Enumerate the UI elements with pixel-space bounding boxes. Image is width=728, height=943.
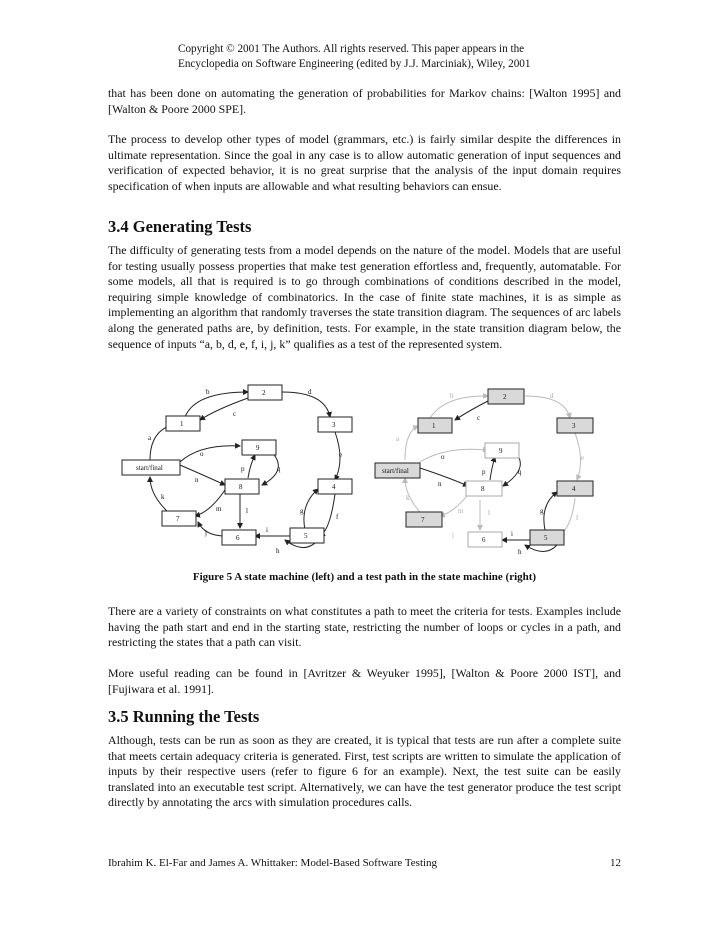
- edge-c-path: [455, 400, 490, 420]
- svg-text:8: 8: [481, 485, 485, 493]
- page-number: 12: [610, 857, 621, 869]
- state-6: [222, 530, 256, 545]
- state-7: [162, 511, 196, 526]
- figure-5-caption: Figure 5 A state machine (left) and a test path in the state machine (right): [192, 571, 537, 583]
- section-heading-3-4: 3.4 Generating Tests: [108, 217, 252, 236]
- label-b-grey: b: [450, 392, 454, 400]
- state-9: [485, 443, 519, 458]
- label-c: c: [233, 410, 237, 418]
- label-l: l: [246, 507, 248, 515]
- edge-g: [304, 489, 318, 530]
- svg-text:9: 9: [256, 444, 260, 452]
- state-4-highlighted: [557, 481, 593, 496]
- svg-text:3: 3: [572, 422, 576, 430]
- svg-text:5: 5: [304, 532, 308, 540]
- svg-text:2: 2: [262, 389, 266, 397]
- state-3: [318, 417, 352, 432]
- edge-a-grey: [405, 426, 418, 460]
- paragraph-constraints: There are a variety of constraints on what constitutes a path to meet the criteria for tests. Examples include having the path start and end in the starting state, restricting the number of loops or cycles in a path, and restricting the states that a path can visit.: [108, 604, 621, 650]
- label-k-grey: k: [406, 494, 410, 502]
- state-5: [290, 528, 324, 543]
- svg-text:6: 6: [236, 534, 240, 542]
- state-machine-left: [122, 385, 352, 555]
- label-j-grey: j: [452, 531, 454, 539]
- state-4: [318, 479, 352, 494]
- edge-p-path: [490, 457, 495, 480]
- label-p: p: [241, 465, 245, 473]
- state-1: [166, 416, 200, 431]
- svg-text:8: 8: [239, 483, 243, 491]
- paragraph-markov: that has been done on automating the generation of probabilities for Markov chains: [Walton 1995] and [Walton & Poore 2000 SPE].: [108, 86, 621, 116]
- label-l-grey: l: [488, 509, 490, 517]
- label-g-path: g: [540, 507, 544, 515]
- edge-d-grey: [525, 396, 570, 418]
- svg-text:9: 9: [499, 447, 503, 455]
- edge-n: [180, 465, 225, 485]
- copyright-line-2: Encyclopedia on Software Engineering (edited by J.J. Marciniak), Wiley, 2001: [178, 58, 531, 70]
- footer-authors: Ibrahim K. El-Far and James A. Whittaker: Model-Based Software Testing: [108, 857, 438, 869]
- svg-text:4: 4: [332, 483, 336, 491]
- edge-c: [200, 398, 248, 420]
- edge-o: [180, 446, 240, 462]
- state-3-highlighted: [557, 418, 593, 433]
- copyright-line-1: Copyright © 2001 The Authors. All rights reserved. This paper appears in the: [178, 43, 525, 55]
- state-8: [466, 481, 502, 496]
- label-h: h: [276, 547, 280, 555]
- state-1-highlighted: [418, 418, 452, 433]
- paragraph-other-models: The process to develop other types of model (grammars, etc.) is fairly similar despite the differences in ultimate representation. Since the goal in any case is to allow automatic generation of input sequences and verification of expected behavior, it is no great surprise that the analysis of the input domain requires specification of when inputs are allowable and what resulting behaviors can ensue.: [108, 132, 621, 193]
- label-o: o: [200, 450, 204, 458]
- label-j: j: [205, 529, 207, 537]
- label-q-path: q: [518, 468, 522, 476]
- state-2: [248, 385, 282, 400]
- svg-text:6: 6: [482, 536, 486, 544]
- edge-b: [185, 392, 248, 417]
- state-start-final: [122, 460, 180, 475]
- svg-text:4: 4: [572, 485, 576, 493]
- edge-j: [198, 522, 225, 536]
- state-5-highlighted: [530, 530, 564, 545]
- svg-text:7: 7: [176, 515, 180, 523]
- edge-p: [248, 455, 255, 478]
- label-n: n: [195, 476, 199, 484]
- state-machine-right: [375, 389, 593, 556]
- label-i-path: i: [511, 530, 513, 538]
- label-d: d: [308, 388, 312, 396]
- svg-text:3: 3: [332, 421, 336, 429]
- edge-e-grey: [575, 433, 581, 480]
- state-9: [242, 440, 276, 455]
- label-b: b: [206, 388, 210, 396]
- label-d-grey: d: [550, 392, 554, 400]
- section-heading-3-5: 3.5 Running the Tests: [108, 707, 260, 726]
- svg-text:7: 7: [421, 516, 425, 524]
- svg-text:start/final: start/final: [382, 467, 409, 475]
- label-a: a: [148, 434, 152, 442]
- state-8: [225, 479, 259, 494]
- svg-text:2: 2: [503, 393, 507, 401]
- edge-k: [150, 477, 168, 512]
- svg-text:start/final: start/final: [136, 464, 163, 472]
- label-p-path: p: [482, 468, 486, 476]
- paragraph-further-reading: More useful reading can be found in [Avritzer & Weyuker 1995], [Walton & Poore 2000 IST], and [Fujiwara et al. 1991].: [108, 666, 621, 696]
- label-e: e: [339, 451, 343, 459]
- state-7-highlighted: [406, 512, 442, 527]
- paragraph-running-tests: Although, tests can be run as soon as they are created, it is typical that tests are run after a complete suite that meets certain adequacy criteria is generated. First, test scripts are written to simulate the application of inputs by their respective users (refer to figure 6 for an example). Next, the test suite can be easily translated into an executable test script. Alternatively, we can have the test generator produce the test script directly by annotating the arcs with simulation procedures calls.: [108, 733, 621, 810]
- svg-text:1: 1: [180, 420, 184, 428]
- label-m: m: [216, 505, 222, 513]
- paragraph-generating-tests: The difficulty of generating tests from a model depends on the nature of the model. Models that are useful for testing usually possess properties that make test generation effortless and, frequently, automatable. For some models, all that is required is to go through combinations of conditions described in the model, requiring simple knowledge of combinatorics. In the case of finite state machines, it is as simple as implementing an algorithm that randomly traverses the state transition diagram. The sequences of arc labels along the generated paths are, by definition, tests. For example, in the state transition diagram below, the sequence of inputs “a, b, d, e, f, i, j, k” qualifies as a test of the represented system.: [108, 243, 621, 351]
- label-i: i: [266, 526, 268, 534]
- edge-g-path: [544, 492, 557, 530]
- svg-text:1: 1: [432, 422, 436, 430]
- label-q: q: [277, 465, 281, 473]
- label-h-path: h: [518, 548, 522, 556]
- edge-o-grey: [420, 449, 488, 462]
- label-o: o: [441, 453, 445, 461]
- label-k: k: [161, 493, 165, 501]
- state-2-highlighted: [488, 389, 524, 404]
- svg-text:5: 5: [544, 534, 548, 542]
- edge-n-path: [420, 468, 468, 486]
- label-f: f: [336, 513, 339, 521]
- state-6: [468, 532, 502, 547]
- label-f-grey: f: [576, 514, 579, 522]
- label-a-grey: a: [396, 435, 400, 443]
- label-e-grey: e: [581, 454, 585, 462]
- state-start-final-highlighted: [375, 463, 420, 478]
- label-m-grey: m: [458, 507, 464, 515]
- page-footer: [108, 857, 621, 869]
- label-g: g: [300, 507, 304, 515]
- edge-h-path: [525, 545, 557, 552]
- label-c-path: c: [477, 414, 481, 422]
- label-n-path: n: [438, 480, 442, 488]
- edge-d: [282, 392, 330, 417]
